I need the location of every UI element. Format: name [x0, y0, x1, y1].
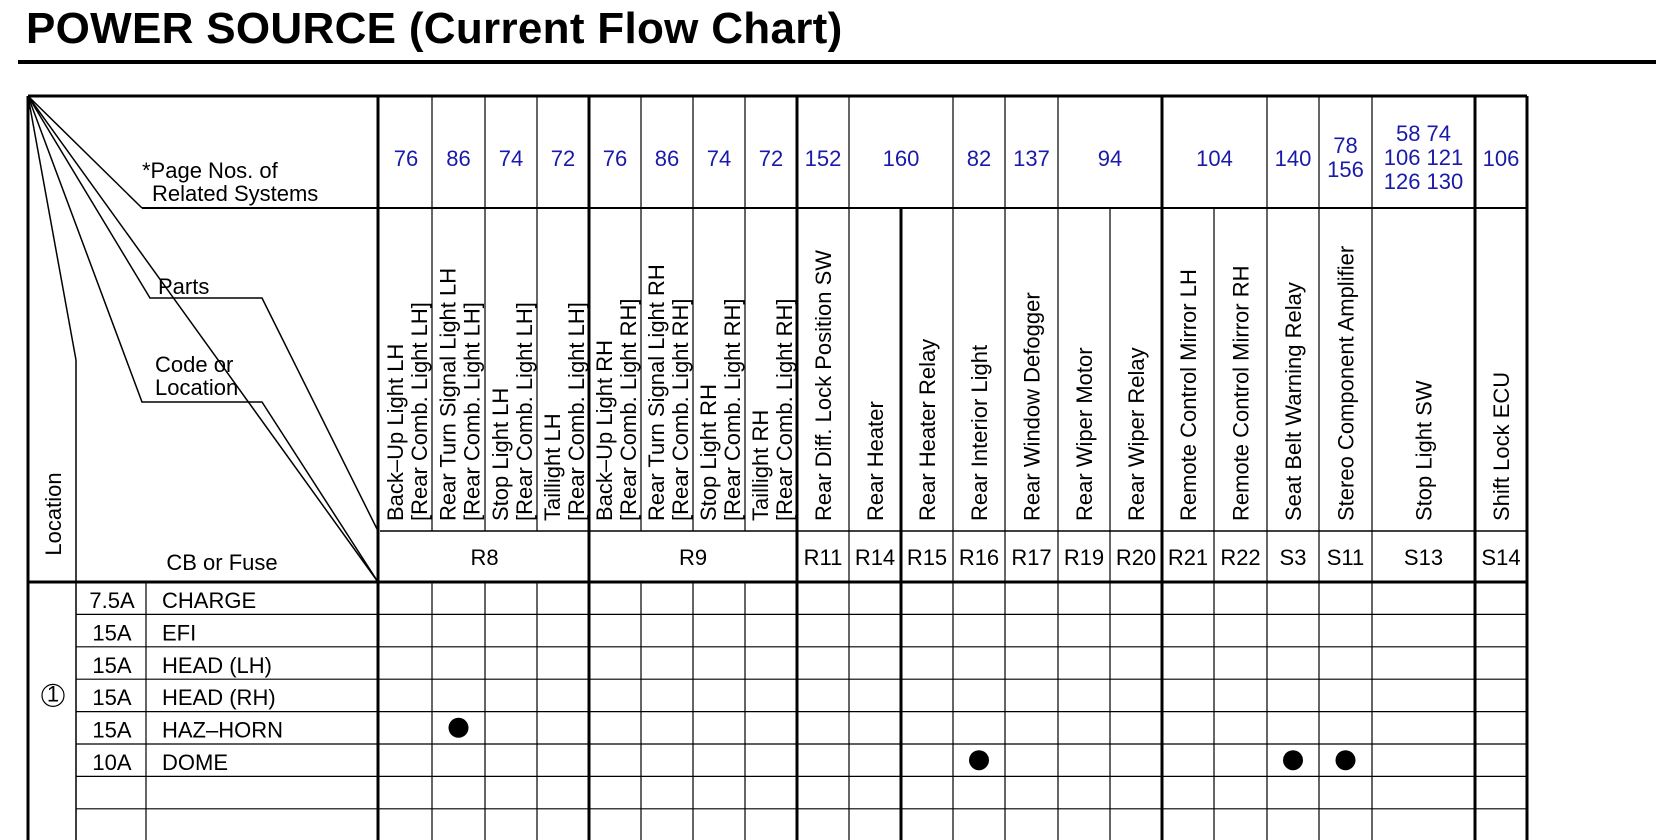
fuse-name: DOME: [162, 750, 228, 775]
part-name: Stop Light RH: [696, 384, 721, 521]
part-name: Seat Belt Warning Relay: [1281, 282, 1306, 521]
page-number: 140: [1274, 146, 1312, 171]
page-title: POWER SOURCE (Current Flow Chart): [26, 4, 843, 53]
part-name: Stop Light SW: [1411, 380, 1437, 521]
part-name: [Rear Comb. Light LH]: [564, 302, 589, 521]
part-name: Back–Up Light LH: [383, 343, 408, 521]
part-code: R8: [470, 545, 499, 570]
page-nos-label: Related Systems: [152, 181, 319, 206]
page-number: 82: [966, 146, 992, 171]
part-code: R21: [1167, 545, 1209, 570]
part-name: [Rear Comb. Light LH]: [407, 302, 432, 521]
part-name: Back–Up Light RH: [592, 340, 617, 521]
code-row: [470, 545, 1520, 570]
fuse-amp: 10A: [92, 750, 132, 775]
part-name: Taillight LH: [540, 413, 565, 521]
fuse-name: HAZ–HORN: [162, 717, 284, 743]
part-code: R22: [1220, 545, 1261, 570]
part-code: R14: [854, 545, 896, 570]
page-number: 72: [758, 146, 784, 171]
parts-label: Parts: [158, 274, 210, 299]
part-code: R15: [906, 545, 948, 570]
page-number: 86: [446, 146, 471, 171]
connection-dot: [969, 750, 989, 770]
page-number: 137: [1013, 146, 1050, 171]
part-name: Taillight RH: [748, 409, 773, 521]
part-name: [Rear Comb. Light LH]: [459, 302, 485, 521]
part-name: Rear Turn Signal Light RH: [644, 264, 669, 521]
page-nos-label: *Page Nos. of: [142, 158, 278, 183]
page-number: 94: [1097, 146, 1123, 171]
page-number: 104: [1196, 146, 1233, 171]
fuse-rows: [42, 588, 283, 775]
part-name: Rear Heater: [863, 401, 888, 521]
part-code: R19: [1063, 545, 1105, 570]
connection-dot: [1336, 750, 1356, 770]
page-number: 76: [602, 146, 628, 171]
header-labels: [41, 158, 318, 575]
code-label: Code or: [155, 352, 234, 377]
fuse-amp: 15A: [92, 685, 132, 711]
part-name-row: [383, 246, 1514, 521]
fuse-name: HEAD (LH): [162, 652, 273, 678]
part-name: Rear Interior Light: [967, 344, 992, 521]
connection-dot: [449, 718, 469, 738]
page-number: 58 74: [1395, 121, 1452, 146]
code-label: Location: [155, 375, 239, 400]
page-number: 156: [1327, 157, 1364, 182]
part-code: S11: [1326, 545, 1365, 570]
page-number: 86: [654, 146, 680, 171]
page-number: 72: [550, 146, 576, 171]
page-number: 152: [804, 146, 842, 171]
page-number: 78: [1333, 133, 1358, 158]
page-number: 160: [882, 146, 920, 171]
page-number: 74: [498, 146, 524, 171]
part-name: Rear Heater Relay: [915, 338, 940, 521]
fuse-amp: 7.5A: [89, 588, 135, 613]
part-name: [Rear Comb. Light RH]: [668, 298, 693, 521]
fuse-amp: 15A: [92, 717, 132, 743]
part-code: R20: [1115, 545, 1157, 570]
part-name: Shift Lock ECU: [1489, 371, 1514, 521]
part-name: Stereo Component Amplifier: [1333, 245, 1359, 521]
part-name: Remote Control Mirror RH: [1228, 265, 1254, 521]
part-code: R11: [803, 545, 843, 570]
fuse-name: CHARGE: [162, 588, 257, 613]
fuse-amp: 15A: [92, 620, 132, 646]
page-number: 126 130: [1383, 169, 1464, 194]
part-code: R17: [1011, 545, 1052, 570]
part-code: S13: [1403, 545, 1444, 570]
page-number-row: [394, 121, 1520, 194]
page-number: 106 121: [1383, 145, 1464, 170]
part-name: Rear Diff. Lock Position SW: [811, 249, 836, 521]
part-code: R9: [678, 545, 708, 570]
fuse-name: EFI: [162, 620, 197, 646]
part-name: Rear Turn Signal Light LH: [435, 267, 461, 521]
part-name: [Rear Comb. Light LH]: [512, 302, 537, 521]
location-label: Location: [41, 472, 66, 556]
part-name: Rear Wiper Relay: [1124, 347, 1149, 521]
location-group-number: 1: [46, 681, 60, 707]
part-name: Stop Light LH: [488, 387, 513, 521]
part-code: S3: [1279, 545, 1307, 570]
page-number: 76: [393, 146, 419, 171]
cb-fuse-label: CB or Fuse: [166, 550, 278, 575]
part-name: [Rear Comb. Light RH]: [616, 298, 641, 521]
fuse-name: HEAD (RH): [162, 685, 276, 711]
part-name: Remote Control Mirror LH: [1176, 269, 1201, 521]
part-code: S14: [1481, 545, 1521, 570]
part-name: Rear Wiper Motor: [1072, 347, 1097, 521]
part-name: Rear Window Defogger: [1019, 292, 1045, 521]
connection-dot: [1283, 750, 1303, 770]
part-name: [Rear Comb. Light RH]: [772, 298, 797, 521]
page-number: 74: [706, 146, 732, 171]
fuse-amp: 15A: [92, 652, 132, 678]
part-name: [Rear Comb. Light RH]: [720, 298, 745, 521]
part-code: R16: [958, 545, 1000, 570]
page-number: 106: [1482, 146, 1520, 171]
